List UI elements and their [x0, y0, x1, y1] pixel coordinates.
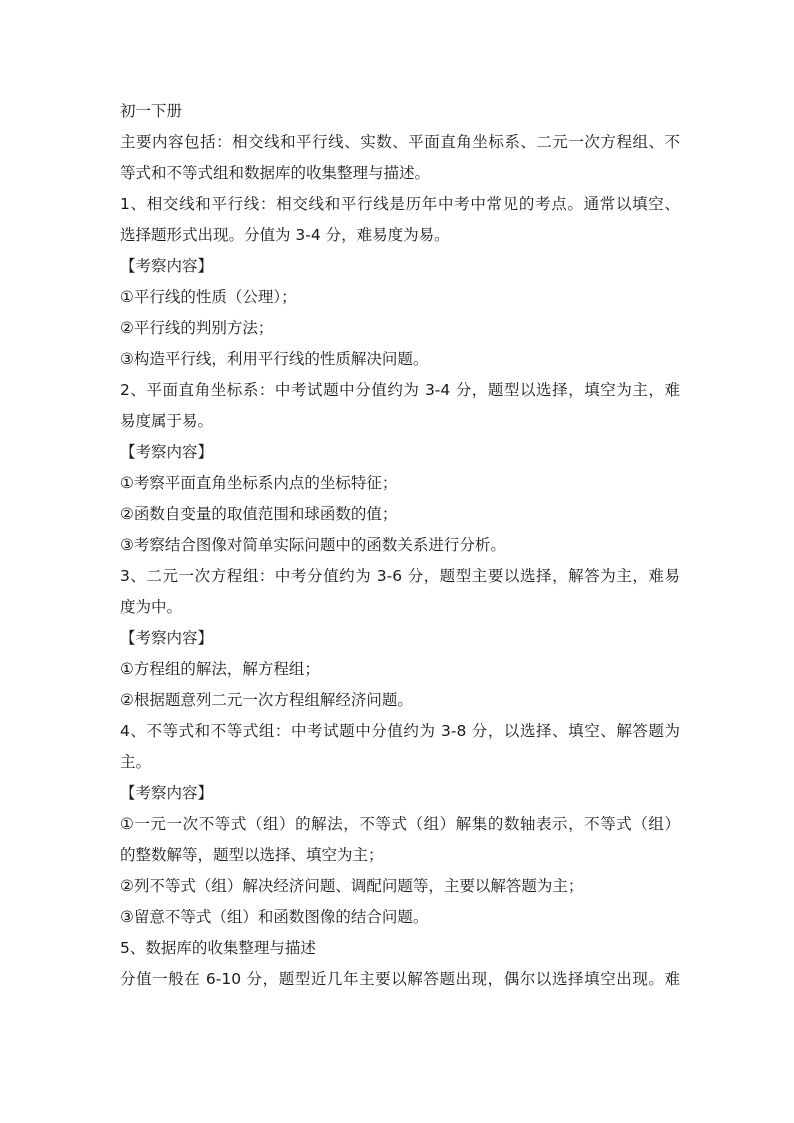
list-item: ②根据题意列二元一次方程组解经济问题。 — [120, 691, 413, 709]
subheading: 【考察内容】 — [120, 629, 214, 647]
section-heading-3: 3、二元一次方程组：中考分值约为 3-6 分，题型主要以选择，解答为主，难易 — [120, 567, 680, 585]
text-line: 主。 — [120, 753, 152, 771]
list-item: ①平行线的性质（公理）； — [120, 288, 297, 306]
text-line: 度为中。 — [120, 598, 183, 616]
page-title: 初一下册 — [120, 102, 183, 120]
list-item: ②列不等式（组）解决经济问题、调配问题等，主要以解答题为主； — [120, 877, 584, 895]
text-line: 分值一般在 6-10 分，题型近几年主要以解答题出现，偶尔以选择填空出现。难 — [120, 970, 680, 988]
section-heading-4: 4、不等式和不等式组：中考试题中分值约为 3-8 分，以选择、填空、解答题为 — [120, 722, 680, 740]
list-item: ③留意不等式（组）和函数图像的结合问题。 — [120, 908, 429, 926]
list-item: ③构造平行线，利用平行线的性质解决问题。 — [120, 350, 429, 368]
document-body — [120, 96, 680, 995]
section-heading-1: 1、相交线和平行线：相交线和平行线是历年中考中常见的考点。通常以填空、 — [120, 195, 680, 213]
list-item: ①考察平面直角坐标系内点的坐标特征； — [120, 474, 398, 492]
list-item: ②平行线的判别方法； — [120, 319, 274, 337]
list-item: ②函数自变量的取值范围和球函数的值； — [120, 505, 398, 523]
text-line: 的整数解等，题型以选择、填空为主； — [120, 846, 384, 864]
list-item: ③考察结合图像对简单实际问题中的函数关系进行分析。 — [120, 536, 506, 554]
section-heading-2: 2、平面直角坐标系：中考试题中分值约为 3-4 分，题型以选择，填空为主，难 — [120, 381, 680, 399]
text-line: 选择题形式出现。分值为 3-4 分，难易度为易。 — [120, 226, 450, 244]
section-heading-5: 5、数据库的收集整理与描述 — [120, 939, 316, 957]
subheading: 【考察内容】 — [120, 443, 214, 461]
subheading: 【考察内容】 — [120, 257, 214, 275]
text-line: 易度属于易。 — [120, 412, 214, 430]
list-item: ①方程组的解法，解方程组； — [120, 660, 320, 678]
text-line: 等式和不等式组和数据库的收集整理与描述。 — [120, 164, 431, 182]
text-line: 主要内容包括：相交线和平行线、实数、平面直角坐标系、二元一次方程组、不 — [120, 133, 680, 151]
list-item: ①一元一次不等式（组）的解法，不等式（组）解集的数轴表示，不等式（组） — [120, 815, 680, 833]
subheading: 【考察内容】 — [120, 784, 214, 802]
